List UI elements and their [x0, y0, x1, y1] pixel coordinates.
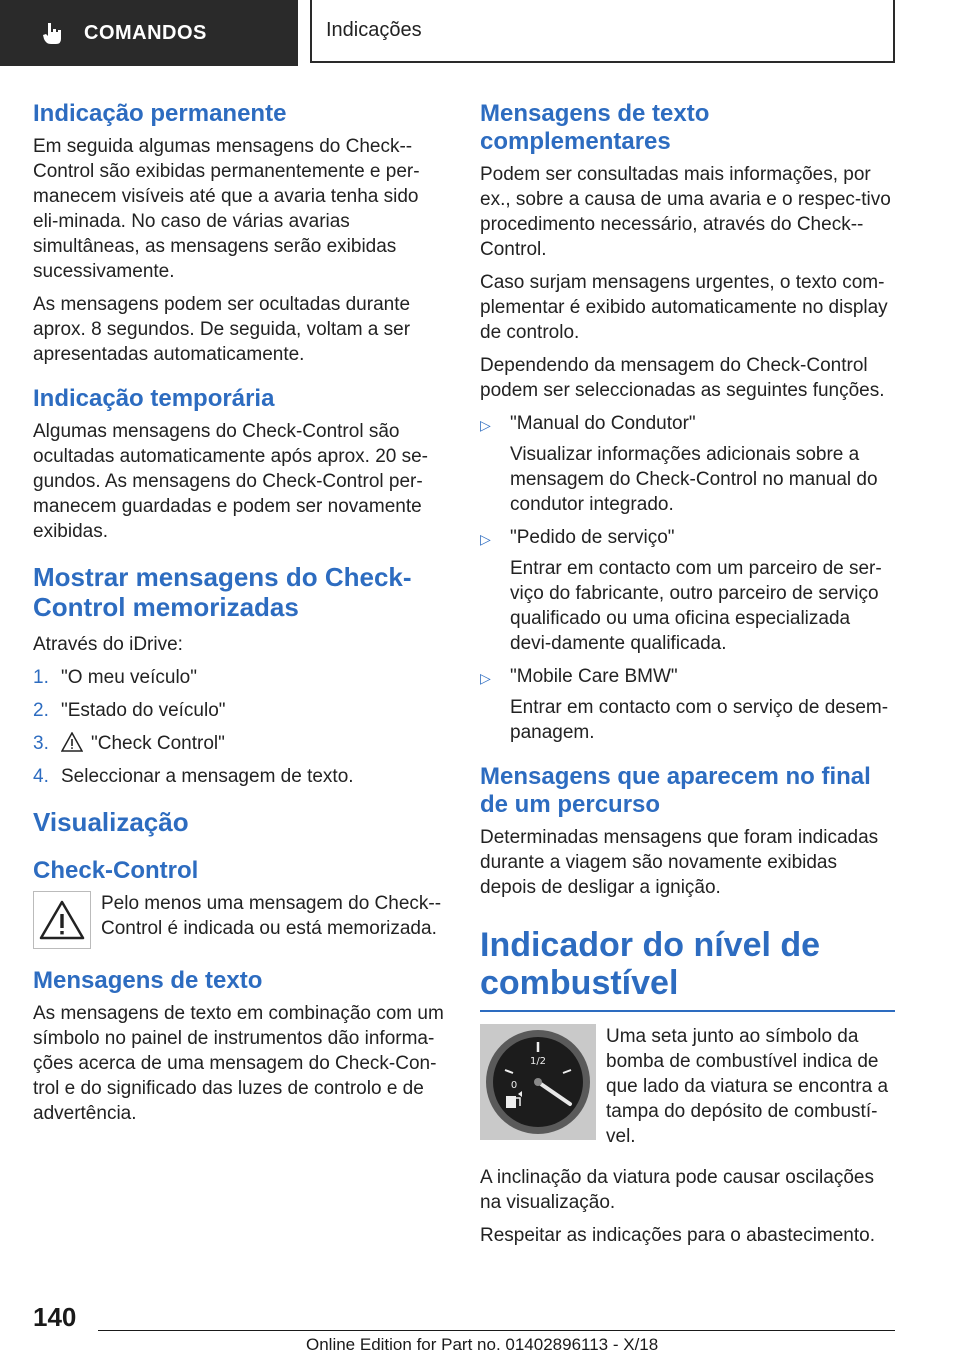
chapter-tab [0, 0, 298, 66]
paragraph: Algumas mensagens do Check-Control são ocultadas automaticamente após aprox. 20 se-gundos. As mensagens do Check-Control per-manecem guardadas e podem ser novamente exibidas. [33, 421, 429, 542]
list-item: 3. "Check Control" [33, 733, 225, 754]
paragraph: A inclinação da viatura pode causar oscilações na visualização. [480, 1167, 874, 1213]
warning-triangle-icon [39, 900, 85, 940]
paragraph: As mensagens podem ser ocultadas durante aprox. 8 segundos. De seguida, voltam a ser apresentadas automaticamente. [33, 294, 411, 365]
paragraph: Uma seta junto ao símbolo da bomba de combustível indica de que lado da viatura se encontra a tampa do depósito de combustí-vel. [606, 1026, 889, 1147]
list-item: 1. "O meu veículo" [33, 667, 197, 688]
heading-visualization: Visualização [33, 807, 189, 837]
steps-list [33, 665, 448, 789]
section-title: Indicações [326, 19, 422, 41]
heading-show-messages: Mostrar mensagens do Check-Control memorizadas [33, 562, 412, 622]
list-item: ▷ "Pedido de serviço" Entrar em contacto com um parceiro de ser-viço do fabricante, outro parceiro de serviço qualificado ou uma oficina especializada devi-damente qualificada. [480, 527, 882, 654]
warning-symbol-box [33, 891, 91, 949]
heading-text-messages: Mensagens de texto [33, 967, 263, 994]
section-tab [310, 0, 895, 63]
right-column [480, 100, 895, 1256]
fuel-gauge-section [480, 1024, 895, 1157]
heading-temporary: Indicação temporária [33, 385, 275, 412]
triangle-bullet-icon: ▷ [480, 670, 491, 686]
paragraph: Pelo menos uma mensagem do Check--Control é indicada ou está memorizada. [101, 893, 442, 939]
svg-text:1/2: 1/2 [529, 1056, 547, 1067]
fuel-gauge-icon [480, 1024, 596, 1140]
page-header [0, 0, 960, 66]
functions-list [480, 411, 895, 745]
paragraph: Determinadas mensagens que foram indicadas durante a viagem são novamente exibidas depois de desligar a ignição. [480, 827, 879, 898]
divider [480, 1010, 895, 1012]
footer-divider [98, 1330, 895, 1331]
svg-text:0: 0 [510, 1080, 518, 1091]
paragraph: Dependendo da mensagem do Check-Control podem ser seleccionadas as seguintes funções. [480, 355, 885, 401]
paragraph: Através do iDrive: [33, 634, 183, 655]
left-column [33, 100, 448, 1134]
edition-note: Online Edition for Part no. 01402896113 - X/18 [306, 1335, 659, 1354]
heading-check-control: Check-Control [33, 857, 199, 884]
paragraph: Respeitar as indicações para o abastecimento. [480, 1225, 876, 1246]
list-item: ▷ "Manual do Condutor" Visualizar informações adicionais sobre a mensagem do Check-Control no manual do condutor integrado. [480, 413, 878, 515]
heading-fuel-gauge: Indicador do nível de combustível [480, 926, 821, 1002]
page-number: 140 [33, 1302, 77, 1332]
paragraph: Podem ser consultadas mais informações, por ex., sobre a causa de uma avaria e o respec-tivo procedimento necessário, através do Check--Control. [480, 164, 891, 260]
paragraph: Em seguida algumas mensagens do Check--Control são exibidas permanentemente e per-manecem visíveis até que a avaria tenha sido eli-minada. No caso de várias avarias simultâneas, as mensagens serão exibidas sucessivamente. [33, 136, 420, 282]
list-item: 2. "Estado do veículo" [33, 700, 226, 721]
check-control-note [33, 891, 448, 949]
hand-pointer-icon [40, 20, 66, 46]
warning-triangle-icon [61, 732, 83, 752]
heading-complementary-messages: Mensagens de texto complementares [480, 100, 710, 155]
fuel-gauge-image [480, 1024, 596, 1140]
heading-end-of-trip: Mensagens que aparecem no final de um percurso [480, 763, 871, 818]
triangle-bullet-icon: ▷ [480, 417, 491, 433]
chapter-title: COMANDOS [84, 21, 207, 44]
triangle-bullet-icon: ▷ [480, 531, 491, 547]
list-item: 4. Seleccionar a mensagem de texto. [33, 766, 354, 787]
list-item: ▷ "Mobile Care BMW" Entrar em contacto com o serviço de desem-panagem. [480, 666, 889, 743]
paragraph: Caso surjam mensagens urgentes, o texto com-plementar é exibido automaticamente no display de controlo. [480, 272, 888, 343]
paragraph: As mensagens de texto em combinação com um símbolo no painel de instrumentos dão informa-ções acerca de uma mensagem do Check-Con-trol e do significado das luzes de controlo e de advertência. [33, 1003, 444, 1124]
heading-permanent: Indicação permanente [33, 100, 287, 127]
